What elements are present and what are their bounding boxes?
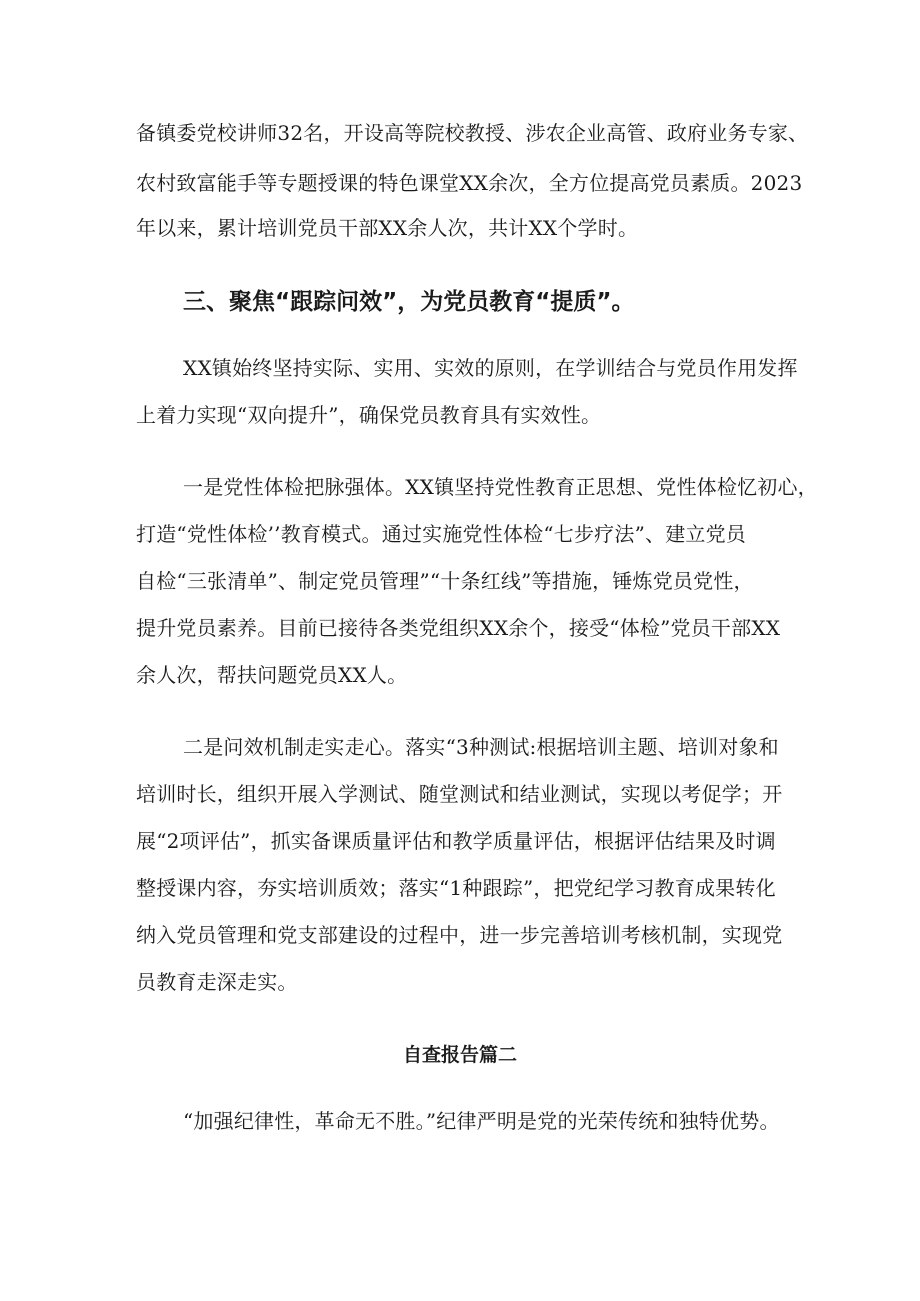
section-subtitle: 自查报告篇二: [402, 1044, 517, 1066]
paragraph-line: XX镇始终坚持实际、实用、实效的原则，在学训结合与党员作用发挥: [183, 356, 798, 380]
section-heading: 三、聚焦“跟踪问效”，为党员教育“提质”。: [183, 289, 635, 315]
paragraph-line: 一是党性体检把脉强体。XX镇坚持党性教育正思想、党性体检忆初心，: [183, 475, 818, 499]
paragraph-line: 培训时长，组织开展入学测试、随堂测试和结业测试，实现以考促学；开: [136, 782, 783, 806]
paragraph-line: 纳入党员管理和党支部建设的过程中，进一步完善培训考核机制，实现党: [136, 923, 783, 947]
paragraph-line: 余人次，帮扶问题党员XX人。: [136, 663, 408, 687]
paragraph-line: 整授课内容，夯实培训质效；落实“1种跟踪”，把党纪学习教育成果转化: [136, 876, 776, 900]
paragraph-line: 二是问效机制走实走心。落实“3种测试:根据培训主题、培训对象和: [183, 735, 779, 759]
paragraph-line: 农村致富能手等专题授课的特色课堂XX余次，全方位提高党员素质。2023: [136, 171, 803, 195]
paragraph-line: 备镇委党校讲师32名，开设高等院校教授、涉农企业高管、政府业务专家、: [136, 121, 809, 145]
paragraph-line: 自检“三张清单”、制定党员管理”“十条红线”等措施，锤炼党员党性，: [136, 569, 754, 593]
paragraph-line: 打造“党性体检’’教育模式。通过实施党性体检“七步疗法”、建立党员: [136, 522, 746, 546]
paragraph-line: 年以来，累计培训党员干部XX余人次，共计XX个学时。: [136, 216, 639, 240]
paragraph-line: “加强纪律性，革命无不胜。”纪律严明是党的光荣传统和独特优势。: [183, 1109, 780, 1133]
paragraph-line: 员教育走深走实。: [136, 970, 298, 994]
paragraph-line: 上着力实现“双向提升”，确保党员教育具有实效性。: [136, 403, 602, 427]
paragraph-line: 提升党员素养。目前已接待各类党组织XX余个，接受“体检”党员干部XX: [136, 616, 781, 640]
paragraph-line: 展“2项评估”，抓实备课质量评估和教学质量评估，根据评估结果及时调: [136, 829, 776, 853]
